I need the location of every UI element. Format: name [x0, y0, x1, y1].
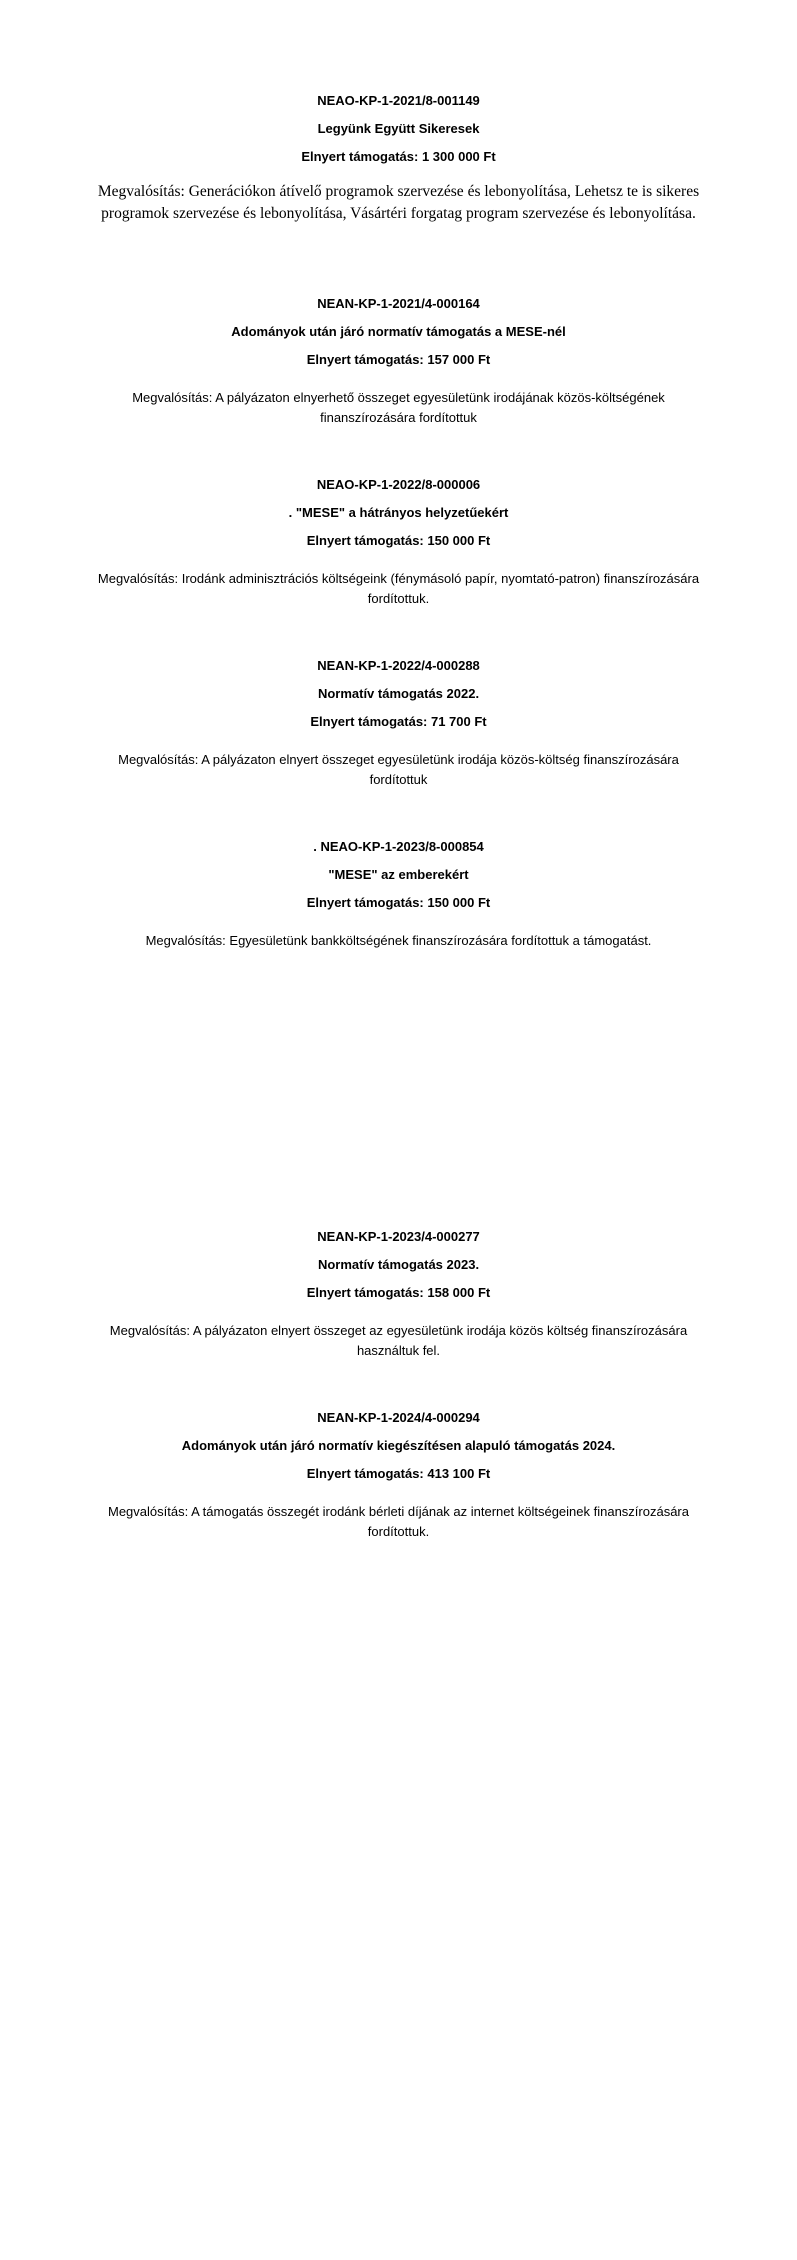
grant-description: Megvalósítás: A támogatás összegét irodánk bérleti díjának az internet költségeinek finanszírozására fordítottuk. — [108, 1504, 689, 1539]
grant-entry — [90, 839, 707, 951]
grant-title: Legyünk Együtt Sikeresek — [317, 121, 480, 136]
grant-title: Adományok után járó normatív támogatás a MESE-nél — [231, 324, 566, 339]
grant-title: Adományok után járó normatív kiegészítésen alapuló támogatás 2024. — [181, 1438, 616, 1453]
grant-amount: Elnyert támogatás: 1 300 000 Ft — [301, 149, 496, 164]
grant-code: . NEAO-KP-1-2023/8-000854 — [313, 839, 484, 854]
grant-description: Megvalósítás: A pályázaton elnyert összeget egyesületünk irodája közös-költség finanszírozására fordítottuk — [118, 752, 679, 787]
grant-code: NEAO-KP-1-2022/8-000006 — [316, 477, 481, 492]
grant-amount: Elnyert támogatás: 150 000 Ft — [306, 533, 491, 548]
grant-code: NEAN-KP-1-2024/4-000294 — [317, 1410, 480, 1425]
grant-amount: Elnyert támogatás: 413 100 Ft — [306, 1466, 491, 1481]
grant-amount: Elnyert támogatás: 150 000 Ft — [306, 895, 491, 910]
grant-title: Normatív támogatás 2023. — [317, 1257, 480, 1272]
grant-description: Megvalósítás: Generációkon átívelő programok szervezése és lebonyolítása, Lehetsz te is sikeres programok szervezése és lebonyolítása, Vásártéri forgatag program szervezése és lebonyolítása. — [97, 183, 700, 222]
grant-amount: Elnyert támogatás: 157 000 Ft — [306, 352, 491, 367]
grant-entry — [90, 1410, 707, 1542]
grant-title: Normatív támogatás 2022. — [317, 686, 480, 701]
grant-description: Megvalósítás: Irodánk adminisztrációs költségeink (fénymásoló papír, nyomtató-patron) finanszírozására fordítottuk. — [97, 571, 700, 606]
grant-code: NEAO-KP-1-2021/8-001149 — [317, 93, 480, 108]
grant-entry — [90, 1229, 707, 1361]
grant-entry — [90, 658, 707, 790]
grant-title: . "MESE" a hátrányos helyzetűekért — [288, 505, 509, 520]
grant-description: Megvalósítás: Egyesületünk bankköltségének finanszírozására fordítottuk a támogatást. — [145, 933, 652, 948]
grant-amount: Elnyert támogatás: 158 000 Ft — [306, 1285, 491, 1300]
grant-entry — [90, 296, 707, 428]
grant-description: Megvalósítás: A pályázaton elnyert összeget az egyesületünk irodája közös költség finanszírozására használtuk fel. — [109, 1323, 688, 1358]
grant-description: Megvalósítás: A pályázaton elnyerhető összeget egyesületünk irodájának közös-költségének finanszírozására fordítottuk — [132, 390, 665, 425]
grant-amount: Elnyert támogatás: 71 700 Ft — [310, 714, 487, 729]
grant-entry — [90, 477, 707, 609]
grant-entry — [90, 93, 707, 225]
grant-code: NEAN-KP-1-2021/4-000164 — [317, 296, 480, 311]
grant-code: NEAN-KP-1-2022/4-000288 — [317, 658, 480, 673]
grant-title: "MESE" az emberekért — [328, 867, 469, 882]
grant-code: NEAN-KP-1-2023/4-000277 — [317, 1229, 480, 1244]
